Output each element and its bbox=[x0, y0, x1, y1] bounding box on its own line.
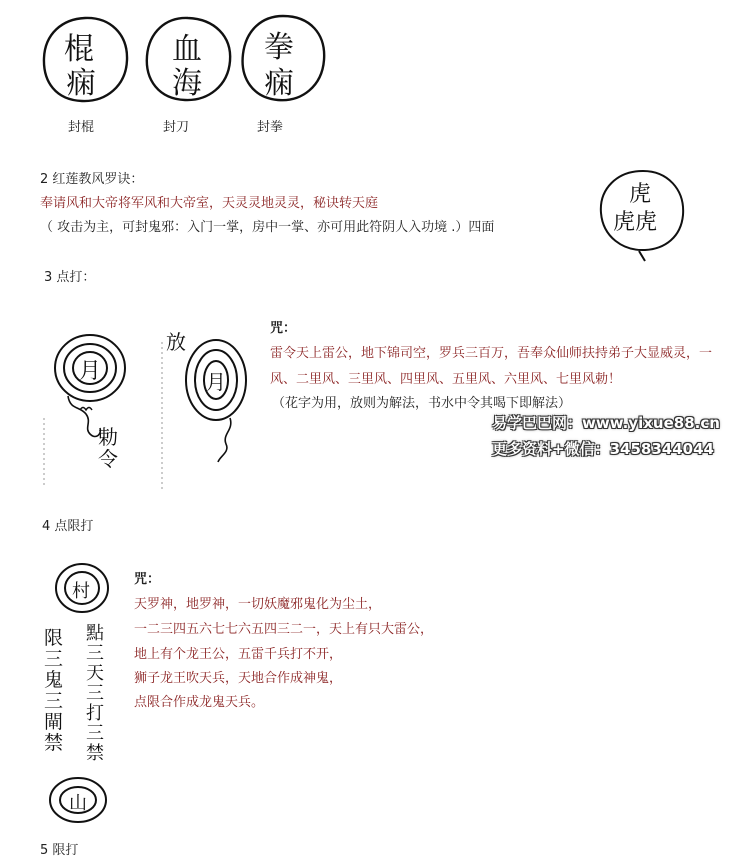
talisman-col-left-char: 閘 bbox=[44, 711, 64, 733]
seal-tiger-char-2: 虎虎 bbox=[613, 210, 658, 235]
seal-gun-char-2: 痫 bbox=[66, 66, 96, 101]
talisman-dian-xian-da-top: 村 bbox=[72, 581, 90, 602]
watermark-contact: 更多资料+微信：3458344044 bbox=[492, 440, 714, 458]
talisman-col-right-char: 三 bbox=[86, 643, 104, 664]
talisman-col-left bbox=[44, 628, 68, 754]
seal-quan-char-2: 痫 bbox=[264, 66, 294, 101]
section5-heading: 5 限打 bbox=[40, 843, 79, 858]
seal-gun-char-1: 棍 bbox=[64, 32, 94, 67]
talisman-col-left-char: 鬼 bbox=[44, 669, 64, 691]
section4-spell-line: 地上有个龙王公，五雷千兵打不开， bbox=[134, 647, 343, 662]
section2-incantation: 奉请风和大帝将军风和大帝室，天灵灵地灵灵，秘诀转天庭 bbox=[40, 196, 379, 211]
watermark-site: 易学巴巴网：www.yixue88.cn bbox=[492, 414, 720, 432]
section3-heading: 3 点打： bbox=[44, 270, 96, 285]
talisman-col-right-char: 三 bbox=[86, 683, 104, 704]
talisman-col-left-char: 限 bbox=[44, 627, 64, 649]
talisman-dian-xian-da bbox=[40, 560, 126, 830]
talisman-dian-da-right bbox=[160, 322, 260, 497]
seal-dao-caption: 封刀 bbox=[163, 120, 190, 135]
talisman-col-right-char: 天 bbox=[86, 663, 104, 684]
section4-spell-line: 点限合作成龙鬼天兵。 bbox=[134, 695, 265, 710]
section4-spell-label: 咒： bbox=[134, 572, 161, 587]
section4-spell-line: 一二三四五六七七六五四三二一，天上有只大雷公， bbox=[134, 622, 434, 637]
talisman-dian-da-right-center: 月 bbox=[206, 370, 226, 394]
talisman-col-right-char: 三 bbox=[86, 723, 104, 744]
section3-spell-label: 咒： bbox=[270, 321, 297, 336]
talisman-col-right bbox=[86, 624, 110, 764]
section3-spell-line1: 雷令天上雷公，地下锦司空，罗兵三百万，吾奉众仙师扶持弟子大显威灵，一 bbox=[270, 346, 713, 361]
seal-gun-caption: 封棍 bbox=[68, 120, 95, 135]
talisman-dian-da-left-center: 月 bbox=[79, 359, 102, 384]
section3-spell-line2: 风、二里风、三里风、四里风、五里风、六里风、七里风勅！ bbox=[270, 372, 622, 387]
talisman-dian-da-left-tail: 勅令 bbox=[98, 425, 118, 471]
section2-note: （ 攻击为主，可封鬼邪：入门一掌，房中一掌、亦可用此符阴人入功境 .）四面 bbox=[40, 220, 495, 235]
seal-tiger-char-1: 虎 bbox=[629, 182, 652, 207]
talisman-dian-da-left bbox=[40, 318, 140, 493]
section4-spell-line: 天罗神，地罗神，一切妖魔邪鬼化为尘土， bbox=[134, 597, 382, 612]
seal-quan bbox=[238, 12, 328, 104]
talisman-col-right-char: 禁 bbox=[86, 743, 104, 764]
talisman-dian-xian-da-bottom: 山 bbox=[69, 793, 87, 814]
seal-dao-char-1: 血 bbox=[172, 32, 202, 67]
seal-quan-char-1: 拳 bbox=[264, 30, 294, 65]
talisman-dian-da-left-rings bbox=[40, 318, 140, 493]
section2-heading: 2 红莲教风罗诀： bbox=[40, 172, 144, 187]
talisman-col-right-char: 點 bbox=[86, 623, 104, 644]
section3-note: （花字为用，放则为解法，书水中令其喝下即解法） bbox=[272, 396, 572, 411]
section4-heading: 4 点限打 bbox=[42, 519, 94, 534]
seal-tiger bbox=[595, 165, 690, 265]
talisman-col-right-char: 打 bbox=[86, 703, 104, 724]
talisman-col-left-char: 三 bbox=[44, 648, 64, 670]
section4-spell-line: 狮子龙王吹天兵，天地合作成神鬼， bbox=[134, 671, 343, 686]
talisman-col-left-char: 三 bbox=[44, 690, 64, 712]
seal-gun bbox=[40, 14, 130, 104]
talisman-col-left-char: 禁 bbox=[44, 732, 64, 754]
seal-dao-char-2: 海 bbox=[172, 66, 202, 101]
seal-dao bbox=[142, 14, 234, 104]
talisman-dian-da-right-top: 放 bbox=[166, 330, 186, 354]
seal-quan-caption: 封拳 bbox=[257, 120, 284, 135]
